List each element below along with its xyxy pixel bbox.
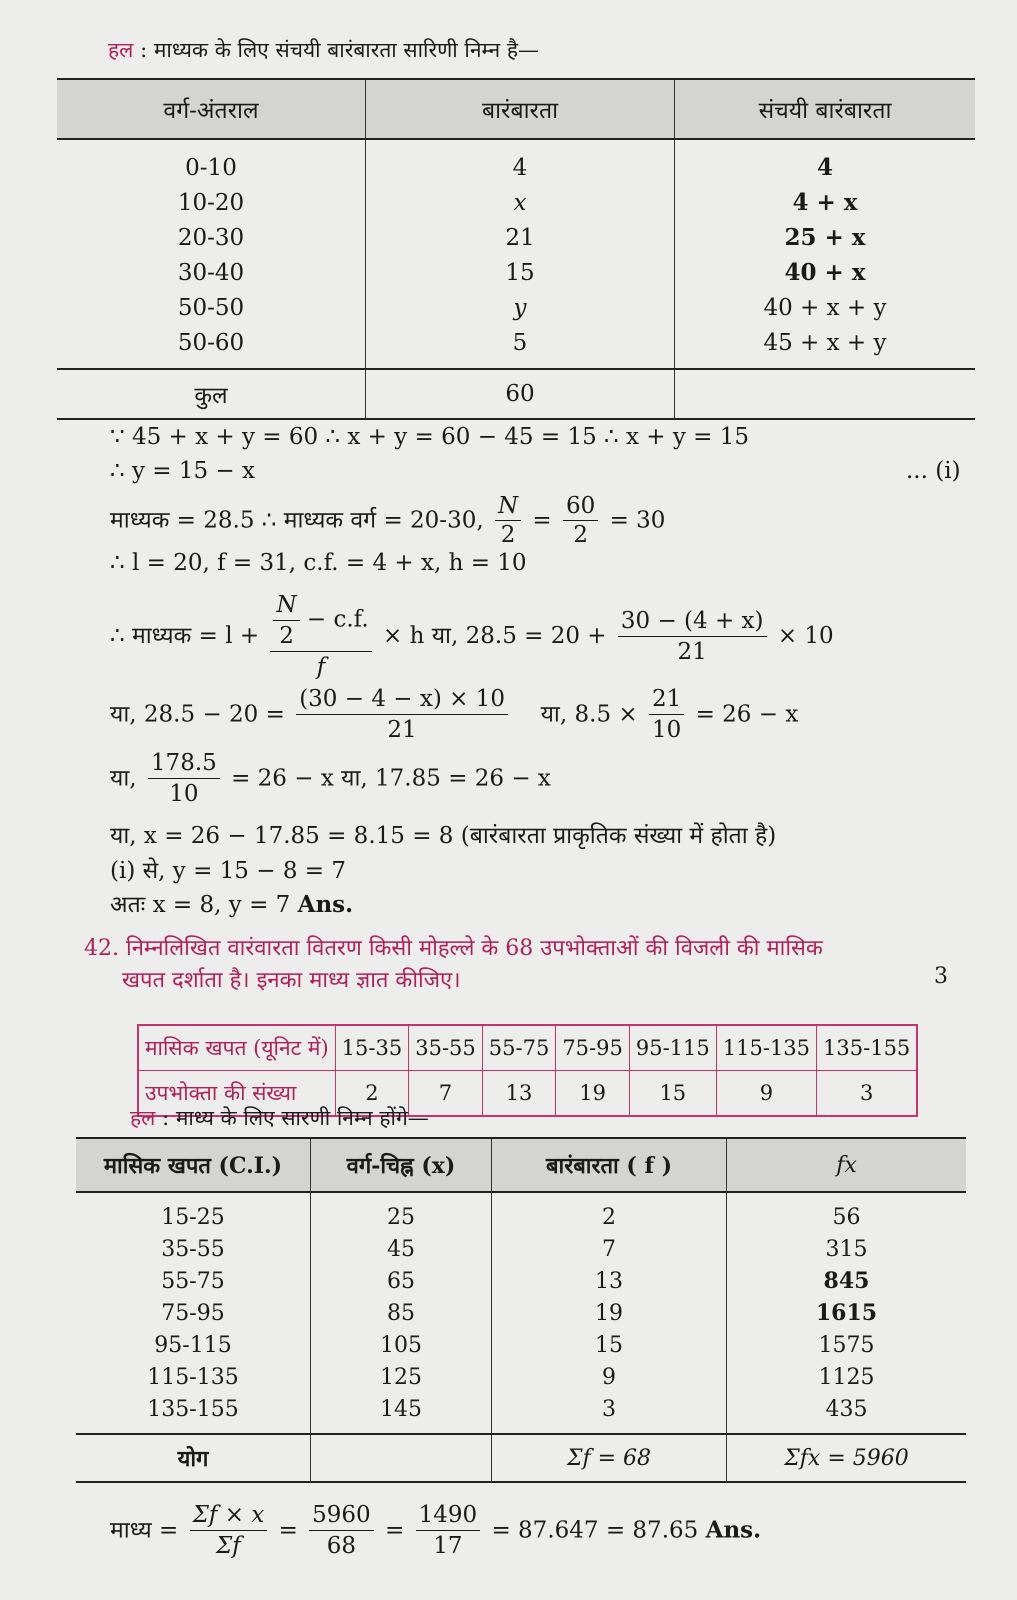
header-class-mark: वर्ग-चिह्न (x) [311,1138,492,1192]
question-42 [84,932,823,962]
equals-sign: = [278,1517,298,1544]
header-frequency: बारंबारता [366,79,675,139]
table-row [57,325,975,369]
table-row [76,1192,966,1233]
inner-numerator: N [273,590,299,621]
fraction-denominator: Σf [216,1533,241,1559]
mean-result: = 87.647 = 87.65 [491,1517,699,1544]
substitution-fraction [618,606,767,667]
table-row [57,255,975,290]
header-class-interval: वर्ग-अंतराल [57,79,366,139]
cell-ci: 35-55 [76,1233,311,1265]
fraction-numerator: 30 − (4 + x) [618,606,767,637]
cell-f: 19 [492,1297,727,1329]
count-cell: 3 [817,1071,918,1117]
question-number: 42. [84,936,119,961]
cell-cf: 25 + x [784,224,866,251]
cell-frequency: y [366,290,675,325]
count-cell: 13 [482,1071,556,1117]
total-label: योग [76,1434,311,1482]
line6-fraction-2 [649,684,684,745]
table-header-row [57,79,975,139]
median-formula-line [110,590,834,682]
fraction-numerator: Σf × x [190,1500,268,1531]
fraction-denominator: f [316,654,326,680]
header-ci: मासिक खपत (C.I.) [76,1138,311,1192]
total-x [311,1434,492,1482]
cell-class: 30-40 [57,255,366,290]
table-row [57,139,975,185]
cell-cf: 4 [816,154,833,181]
fraction-denominator: 10 [169,781,199,807]
cell-frequency: x [366,185,675,220]
cell-ci: 55-75 [76,1265,311,1297]
equals-sign: = [385,1517,405,1544]
cell-f: 9 [492,1361,727,1393]
table-row [57,290,975,325]
cell-frequency: 15 [366,255,675,290]
table-total-row [57,369,975,419]
sixty-over-2-fraction [563,492,598,549]
fraction-denominator: 17 [433,1533,463,1559]
mean-formula-fraction [190,1500,268,1561]
class-cell: 115-135 [716,1025,816,1071]
count-cell: 19 [556,1071,630,1117]
table-header-row [76,1138,966,1192]
line6-result: = 26 − x [695,701,799,728]
cell-cf: 4 + x [792,189,858,216]
table-total-row [76,1434,966,1482]
cell-class: 10-20 [57,185,366,220]
mean-label: माध्य = [110,1517,179,1544]
mean-calculation-table [76,1137,966,1483]
minus-cf: − c.f. [306,606,369,633]
cell-f: 15 [492,1329,727,1361]
solution-answer [110,887,353,919]
total-f: Σf = 68 [492,1434,727,1482]
table-row [57,185,975,220]
line7-rest: = 26 − x या, 17.85 = 26 − x [231,765,551,792]
total-cf [675,369,976,419]
cell-x: 65 [311,1265,492,1297]
cell-ci: 135-155 [76,1393,311,1434]
cell-class: 50-50 [57,290,366,325]
cell-class: 50-60 [57,325,366,369]
cell-cf: 40 + x + y [763,294,887,321]
cell-f: 3 [492,1393,727,1434]
equation-ref-i: ... (i) [906,458,961,484]
cell-fx: 1125 [818,1364,875,1390]
cell-cf: 45 + x + y [763,329,887,356]
median-formula-fraction [270,590,371,682]
line6-lhs: या, 28.5 − 20 = [110,701,285,728]
table-row [57,220,975,255]
class-cell: 95-115 [629,1025,716,1071]
header-frequency: बारंबारता ( f ) [492,1138,727,1192]
hal-label: हल [108,38,134,62]
cell-ci: 15-25 [76,1192,311,1233]
solution-line-3 [110,492,665,549]
cell-fx: 435 [825,1396,868,1422]
fraction-denominator: 10 [651,717,682,743]
header-cumulative-frequency: संचयी बारंबारता [675,79,976,139]
cumulative-frequency-table [57,78,975,420]
solution-intro-2 [130,1104,429,1132]
total-fx: Σfx = 5960 [727,1434,967,1482]
mean-simplified-fraction [416,1500,481,1561]
cell-f: 13 [492,1265,727,1297]
ans-label: Ans. [705,1516,762,1544]
median-formula-lhs: ∴ माध्यक = l + [110,623,260,649]
solution-line-7 [110,748,551,809]
solution-line-2: ∴ y = 15 − x [110,458,255,484]
intro-text: : माध्यक के लिए संचयी बारंबारता सारिणी निम्न है— [140,38,540,62]
total-label: कुल [57,369,366,419]
solution-intro [108,36,539,64]
cell-x: 145 [311,1393,492,1434]
cell-fx: 315 [825,1236,868,1262]
table-row [76,1393,966,1434]
fraction-numerator: 1490 [416,1500,481,1531]
question-marks: 3 [934,964,948,989]
n-over-2-inner [273,590,299,651]
cell-class: 20-30 [57,220,366,255]
fraction-numerator [270,590,371,652]
cell-x: 45 [311,1233,492,1265]
solution-line-1: ∵ 45 + x + y = 60 ∴ x + y = 60 − 45 = 15 ∴ x + y = 15 [110,424,749,450]
median-class-text: माध्यक = 28.5 ∴ माध्यक वर्ग = 20-30, [110,507,484,534]
class-cell: 75-95 [556,1025,630,1071]
cell-f: 7 [492,1233,727,1265]
fraction-numerator: (30 − 4 − x) × 10 [296,684,508,715]
fraction-denominator: 2 [573,522,588,548]
ans-label: Ans. [297,891,354,918]
header-fx: fx [727,1138,967,1192]
times-10: × 10 [777,623,834,649]
cell-class: 0-10 [57,139,366,185]
cell-fx: 1615 [815,1300,878,1326]
equals-sign: = [532,507,552,534]
cell-frequency: 4 [366,139,675,185]
cell-ci: 95-115 [76,1329,311,1361]
class-cell: 35-55 [409,1025,483,1071]
total-frequency: 60 [366,369,675,419]
cell-cf: 40 + x [784,259,866,286]
line7-fraction [148,748,220,809]
class-cell: 55-75 [482,1025,556,1071]
class-cell: 135-155 [817,1025,918,1071]
fraction-numerator: 5960 [309,1500,374,1531]
line6-fraction [296,684,508,745]
table-row [76,1297,966,1329]
result-30: = 30 [609,507,666,534]
solution-line-4: ∴ l = 20, f = 31, c.f. = 4 + x, h = 10 [110,550,527,576]
cell-ci: 75-95 [76,1297,311,1329]
cell-x: 25 [311,1192,492,1233]
fraction-numerator: 21 [649,684,684,715]
question-line-1: निम्नलिखित वारंवारता वितरण किसी मोहल्ले के 68 उपभोक्ताओं की विजली की मासिक [126,936,823,961]
fraction-numerator: 178.5 [148,748,220,779]
question-line-2: खपत दर्शाता है। इनका माध्य ज्ञात कीजिए। [122,968,461,993]
table-row [76,1233,966,1265]
intro2-text: : माध्य के लिए सारणी निम्न होंगे— [162,1106,429,1130]
count-cell: 9 [716,1071,816,1117]
fraction-denominator: 2 [500,522,516,548]
line7-prefix: या, [110,765,137,792]
fraction-denominator: 21 [387,717,417,743]
row-label-consumption: मासिक खपत (यूनिट में) [138,1025,335,1071]
cell-fx: 1575 [818,1332,875,1358]
cell-f: 2 [492,1192,727,1233]
table-row [138,1025,917,1071]
solution-line-9: (i) से, y = 15 − 8 = 7 [110,858,346,884]
median-formula-middle: × h या, 28.5 = 20 + [382,623,607,649]
cell-frequency: 21 [366,220,675,255]
count-cell: 7 [409,1071,483,1117]
count-cell: 2 [335,1071,409,1117]
cell-fx: 845 [823,1268,870,1294]
cell-fx: 56 [832,1204,861,1230]
hal-label: हल [130,1106,156,1130]
table-row [76,1329,966,1361]
cell-x: 125 [311,1361,492,1393]
solution-line-6 [110,684,798,745]
cell-x: 105 [311,1329,492,1361]
fraction-numerator: 60 [563,492,598,521]
mean-value-fraction [309,1500,374,1561]
line6-middle: या, 8.5 × [540,701,638,728]
class-cell: 15-35 [335,1025,409,1071]
cell-ci: 115-135 [76,1361,311,1393]
fraction-denominator: 68 [326,1533,357,1559]
count-cell: 15 [629,1071,716,1117]
fraction-denominator: 21 [677,638,707,665]
mean-result-line [110,1500,761,1561]
cell-frequency: 5 [366,325,675,369]
n-over-2-fraction [495,492,521,549]
answer-values: अतः x = 8, y = 7 [110,892,291,918]
table-row [76,1265,966,1297]
fraction-numerator: N [495,492,521,521]
cell-x: 85 [311,1297,492,1329]
row-label-consumers: उपभोक्ता की संख्या [138,1071,335,1117]
inner-denominator: 2 [279,623,294,649]
table-row [76,1361,966,1393]
solution-line-8: या, x = 26 − 17.85 = 8.15 = 8 (बारंबारता प्राकृतिक संख्या में होता है) [110,823,777,849]
